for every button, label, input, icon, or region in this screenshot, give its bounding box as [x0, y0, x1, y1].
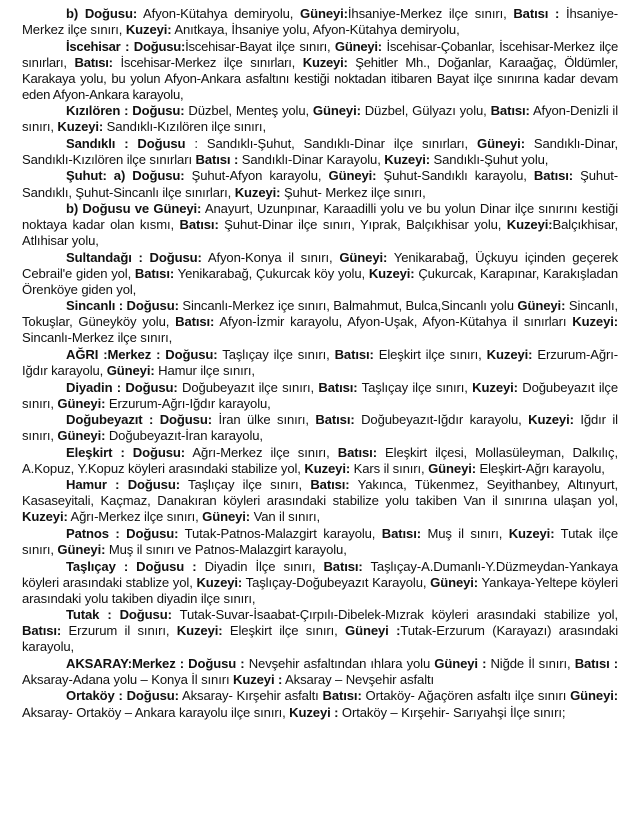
body-text: Aksaray-Adana yolu – Konya İl sınırı: [22, 671, 233, 687]
body-text: Taşlıçay ilçe sınırı,: [357, 379, 473, 395]
body-text: Anıtkaya, İhsaniye yolu, Afyon-Kütahya demiryolu,: [171, 22, 460, 38]
body-text: Şuhut-Sandıklı, Şuhut-Sincanlı ilçe sınırları,: [22, 168, 618, 200]
bold-label: Sultandağı : Doğusu:: [66, 249, 202, 265]
body-text: İhsaniye-Merkez ilçe sınırı,: [22, 6, 618, 38]
bold-label: Güneyi:: [517, 298, 566, 314]
bold-label: Kuzeyi:: [368, 265, 415, 281]
bold-label: Güneyi:: [57, 542, 106, 558]
body-text: Muş il sınırı ve Patnos-Malazgirt karayolu,: [105, 542, 347, 558]
body-text: Sandıklı-Şuhut yolu,: [430, 151, 549, 167]
bold-label: Kuzeyi:: [234, 184, 281, 200]
bold-label: Güneyi:: [428, 460, 476, 476]
body-text: İhsaniye-Merkez ilçe sınırı,: [347, 6, 514, 21]
body-text: Eleşkirt ilçesi, Mollasüleyman, Dalkılıç, A.Kopuz, Y.Kopuz köyleri arasındaki stabilize yol,: [22, 444, 618, 476]
paragraph-agri-merkez: [22, 347, 618, 379]
body-text: Tutak ilçe sınırı,: [22, 526, 618, 558]
paragraph-aksaray-merkez: [22, 656, 618, 688]
bold-label: Kuzeyi:: [22, 509, 68, 525]
bold-label: Batısı:: [381, 526, 421, 541]
bold-label: Batısı:: [322, 688, 362, 704]
paragraph-diyadin: [22, 380, 618, 412]
body-text: Şehitler Mh., Doğanlar, Karaağaç, Öldümler, Karakaya yolu, bu yolun Afyon-Ankara asfaltını kestiği noktadan itibaren Bayat ilçe sınırına kadar devam eden Afyon-Ankara karayolu,: [22, 54, 619, 102]
body-text: Aksaray – Nevşehir asfaltı: [282, 671, 435, 687]
bold-label: Kuzeyi:: [304, 460, 351, 476]
body-text: Sincanlı-Merkez ilçe sınırı,: [22, 330, 173, 346]
body-text: Afyon-Konya il sınırı,: [201, 249, 340, 265]
paragraph-iscehisar: [22, 39, 618, 103]
bold-label: Batısı:: [337, 444, 377, 460]
bold-label: Batısı:: [334, 346, 374, 362]
body-text: Ortaköy – Kırşehir- Sarıyahşi İlçe sınırı;: [338, 704, 566, 720]
body-text: Yakınca, Tükenmez, Seyithanbey, Altınyurt, Kasaseyitali, Kaçmaz, Danakıran köyleri arasındaki stabilize yolu takiben Van il sınırına ulaşan yol,: [22, 477, 618, 509]
bold-label: Kuzeyi:: [528, 412, 574, 428]
bold-label: Güneyi:: [430, 574, 479, 590]
bold-label: Kızılören : Doğusu:: [66, 103, 185, 119]
body-text: Iğdır il sınırı,: [22, 412, 618, 444]
bold-label: Güneyi:: [57, 395, 106, 411]
bold-label: Sincanlı : Doğusu:: [66, 298, 179, 314]
paragraph-dogubeyazit: [22, 412, 618, 444]
paragraph-sincanli: [22, 298, 618, 346]
body-text: Ağrı-Merkez ilçe sınırı,: [67, 509, 203, 525]
bold-label: b) Doğusu:: [66, 6, 138, 21]
paragraph-kiziloren: [22, 103, 618, 135]
bold-label: Kuzeyi:: [572, 314, 618, 330]
body-text: Şuhut-Afyon karayolu,: [184, 168, 329, 184]
body-text: Eleşkirt-Ağrı karayolu,: [476, 460, 605, 476]
body-text: Sandıklı-Dinar Karayolu,: [238, 151, 385, 167]
bold-label: Kuzeyi :: [233, 671, 283, 687]
body-text: İscehisar-Çobanlar, İscehisar-Merkez ilçe sınırları,: [22, 38, 618, 70]
bold-label: Kuzeyi:: [196, 574, 243, 590]
bold-label: Şuhut: a) Doğusu:: [66, 168, 185, 184]
body-text: Erzurum-Ağrı-Iğdır karayolu,: [105, 395, 271, 411]
bold-label: Güneyi:: [477, 135, 525, 151]
body-text: Doğubeyazıt-İran karayolu,: [105, 428, 263, 444]
body-text: Ortaköy- Ağaçören asfaltı ilçe sınırı: [361, 688, 571, 704]
bold-label: Patnos : Doğusu:: [66, 526, 179, 541]
bold-label: Güneyi:: [570, 688, 618, 704]
bold-label: Diyadin : Doğusu:: [66, 379, 178, 395]
bold-label: Batısı :: [574, 655, 619, 671]
paragraph-sultandagi: [22, 250, 618, 298]
bold-label: Hamur : Doğusu:: [66, 477, 180, 493]
paragraph-sandikli: [22, 136, 618, 168]
paragraph-list: [22, 6, 618, 721]
body-text: Doğubeyazıt ilçe sınırı,: [22, 379, 618, 411]
bold-label: Kuzeyi:: [486, 346, 533, 362]
body-text: Niğde İl sınırı,: [486, 655, 575, 671]
body-text: Kars il sınırı,: [350, 460, 429, 476]
body-text: Taşlıçay ilçe sınırı,: [217, 346, 335, 362]
bold-label: Güneyi:: [57, 428, 106, 444]
body-text: Sincanlı-Merkez içe sınırı, Balmahmut, Bulca,Sincanlı yolu: [178, 298, 518, 314]
bold-label: Sandıklı : Doğusu: [66, 135, 186, 151]
bold-label: Güneyi:: [328, 168, 377, 184]
body-text: Erzurum il sınırı,: [61, 623, 177, 639]
body-text: Afyon-Denizli il sınırı,: [22, 103, 618, 135]
body-text: Yankaya-Yeltepe köyleri arasındaki yolu takiben diyadin ilçe sınırı,: [22, 574, 618, 606]
body-text: Doğubeyazıt ilçe sınırı,: [177, 379, 319, 395]
paragraph-ortakoy: [22, 688, 618, 720]
paragraph-patnos: [22, 526, 618, 558]
paragraph-tutak: [22, 607, 618, 655]
body-text: Aksaray- Kırşehir asfaltı: [178, 688, 323, 704]
bold-label: Batısı:: [323, 558, 363, 574]
bold-label: Kuzeyi:: [57, 119, 104, 135]
bold-label: Batısı:: [134, 265, 175, 281]
bold-label: Güneyi:: [339, 249, 388, 265]
bold-label: Batısı:: [315, 412, 355, 428]
paragraph-hamur: [22, 477, 618, 525]
body-text: İran ülke sınırı,: [211, 412, 316, 428]
bold-label: Güneyi:: [334, 38, 382, 54]
body-text: Yenikarabağ, Üçkuyu içinden geçerek Cebrail'e giden yol,: [22, 249, 618, 281]
bold-label: Batısı:: [175, 314, 215, 330]
bold-label: b) Doğusu ve Güneyi:: [66, 201, 202, 217]
body-text: Ağrı-Merkez ilçe sınırı,: [185, 444, 338, 460]
body-text: Doğubeyazıt-Iğdır karayolu,: [354, 412, 529, 428]
bold-label: Batısı:: [74, 54, 113, 70]
body-text: Tutak-Erzurum (Karayazı) arasındaki karayolu,: [22, 623, 618, 655]
body-text: Tutak-Patnos-Malazgirt karayolu,: [178, 526, 382, 541]
bold-label: Tutak : Doğusu:: [66, 607, 172, 623]
body-text: Taşlıçay ilçe sınırı,: [179, 477, 311, 493]
bold-label: Güneyi:: [202, 509, 251, 525]
body-text: Sincanlı, Tokuşlar, Güneyköy yolu,: [22, 298, 618, 330]
paragraph-eleskirt: [22, 445, 618, 477]
paragraph-suhut-a: [22, 168, 618, 200]
paragraph-taslicay: [22, 559, 618, 607]
bold-label: Güneyi :: [434, 655, 487, 671]
bold-label: Kuzeyi:: [384, 151, 430, 167]
paragraph-afyon-b: [22, 6, 618, 38]
body-text: Şuhut-Dinar ilçe sınırı, Yıprak, Balçıkhisar yolu,: [218, 217, 507, 233]
body-text: : Sandıklı-Şuhut, Sandıklı-Dinar ilçe sınırları,: [185, 135, 478, 151]
body-text: Eleşkirt ilçe sınırı,: [222, 623, 346, 639]
bold-label: Batısı:: [310, 477, 350, 493]
body-text: Anayurt, Uzunpınar, Karaadilli yolu ve bu yolun Dinar ilçe sınırını kestiği noktaya kadar olan kısmı,: [22, 201, 618, 233]
body-text: Düzbel, Gülyazı yolu,: [360, 103, 491, 119]
body-text: Düzbel, Menteş yolu,: [184, 103, 313, 119]
body-text: Yenikarabağ, Çukurcak köy yolu,: [174, 265, 369, 281]
bold-label: Güneyi:: [106, 363, 155, 379]
bold-label: Batısı:: [533, 168, 574, 184]
body-text: İscehisar-Bayat ilçe sınırı,: [185, 38, 335, 54]
bold-label: Kuzeyi:: [125, 22, 172, 38]
body-text: Sandıklı-Dinar, Sandıklı-Kızılören ilçe sınırları: [22, 135, 618, 167]
bold-label: Doğubeyazıt : Doğusu:: [66, 412, 212, 428]
bold-label: Güneyi:: [312, 103, 361, 119]
body-text: Aksaray- Ortaköy – Ankara karayolu ilçe sınırı,: [22, 704, 290, 720]
bold-label: Ortaköy : Doğusu:: [66, 688, 179, 704]
body-text: Sandıklı-Kızılören ilçe sınırı,: [103, 119, 266, 135]
body-text: Taşlıçay-A.Dumanlı-Y.Düzmeydan-Yankaya köyleri arasındaki stablize yol,: [22, 558, 618, 590]
bold-label: Batısı:: [179, 217, 219, 233]
bold-label: Taşlıçay : Doğusu :: [66, 558, 197, 574]
body-text: Muş il sınırı,: [420, 526, 509, 541]
bold-label: Batısı :: [513, 6, 560, 21]
bold-label: Eleşkirt : Doğusu:: [66, 444, 186, 460]
body-text: Taşlıçay-Doğubeyazıt Karayolu,: [242, 574, 431, 590]
body-text: Nevşehir asfaltından ıhlara yolu: [244, 655, 435, 671]
body-text: Van il sınırı,: [250, 509, 321, 525]
body-text: Hamur ilçe sınırı,: [154, 363, 255, 379]
body-text: Afyon-İzmir karayolu, Afyon-Uşak, Afyon-Kütahya il sınırları: [214, 314, 573, 330]
paragraph-suhut-b: [22, 201, 618, 249]
bold-label: Güneyi :: [345, 623, 401, 639]
bold-label: Kuzeyi :: [289, 704, 339, 720]
body-text: Afyon-Kütahya demiryolu,: [137, 6, 300, 21]
body-text: Eleşkirt ilçe sınırı,: [373, 346, 487, 362]
body-text: Tutak-Suvar-İsaabat-Çırpılı-Dibelek-Mızrak köyleri arasındaki stabilize yol,: [171, 607, 618, 623]
bold-label: Kuzeyi:: [302, 54, 348, 70]
bold-label: Kuzeyi:: [506, 217, 553, 233]
bold-label: Batısı:: [490, 103, 530, 119]
body-text: Şuhut-Sandıklı karayolu,: [376, 168, 534, 184]
body-text: Çukurcak, Karapınar, Karakışladan Örenköye giden yol,: [22, 265, 619, 297]
body-text: İscehisar-Merkez ilçe sınırları,: [112, 54, 303, 70]
body-text: Diyadin İlçe sınırı,: [196, 558, 324, 574]
bold-label: Batısı:: [22, 623, 62, 639]
bold-label: Kuzeyi:: [176, 623, 223, 639]
body-text: Balçıkhisar, Atlıhisar yolu,: [22, 217, 619, 249]
body-text: Şuhut- Merkez ilçe sınırı,: [280, 184, 426, 200]
bold-label: Batısı :: [195, 151, 239, 167]
bold-label: İscehisar : Doğusu:: [66, 38, 186, 54]
bold-label: Kuzeyi:: [472, 379, 518, 395]
body-text: Erzurum-Ağrı-Iğdır karayolu,: [22, 346, 619, 379]
bold-label: Güneyi:: [300, 6, 348, 21]
bold-label: Kuzeyi:: [508, 526, 555, 541]
bold-label: AKSARAY:Merkez : Doğusu :: [66, 655, 245, 671]
bold-label: Batısı:: [318, 379, 358, 395]
bold-label: AĞRI :Merkez : Doğusu:: [66, 346, 218, 362]
